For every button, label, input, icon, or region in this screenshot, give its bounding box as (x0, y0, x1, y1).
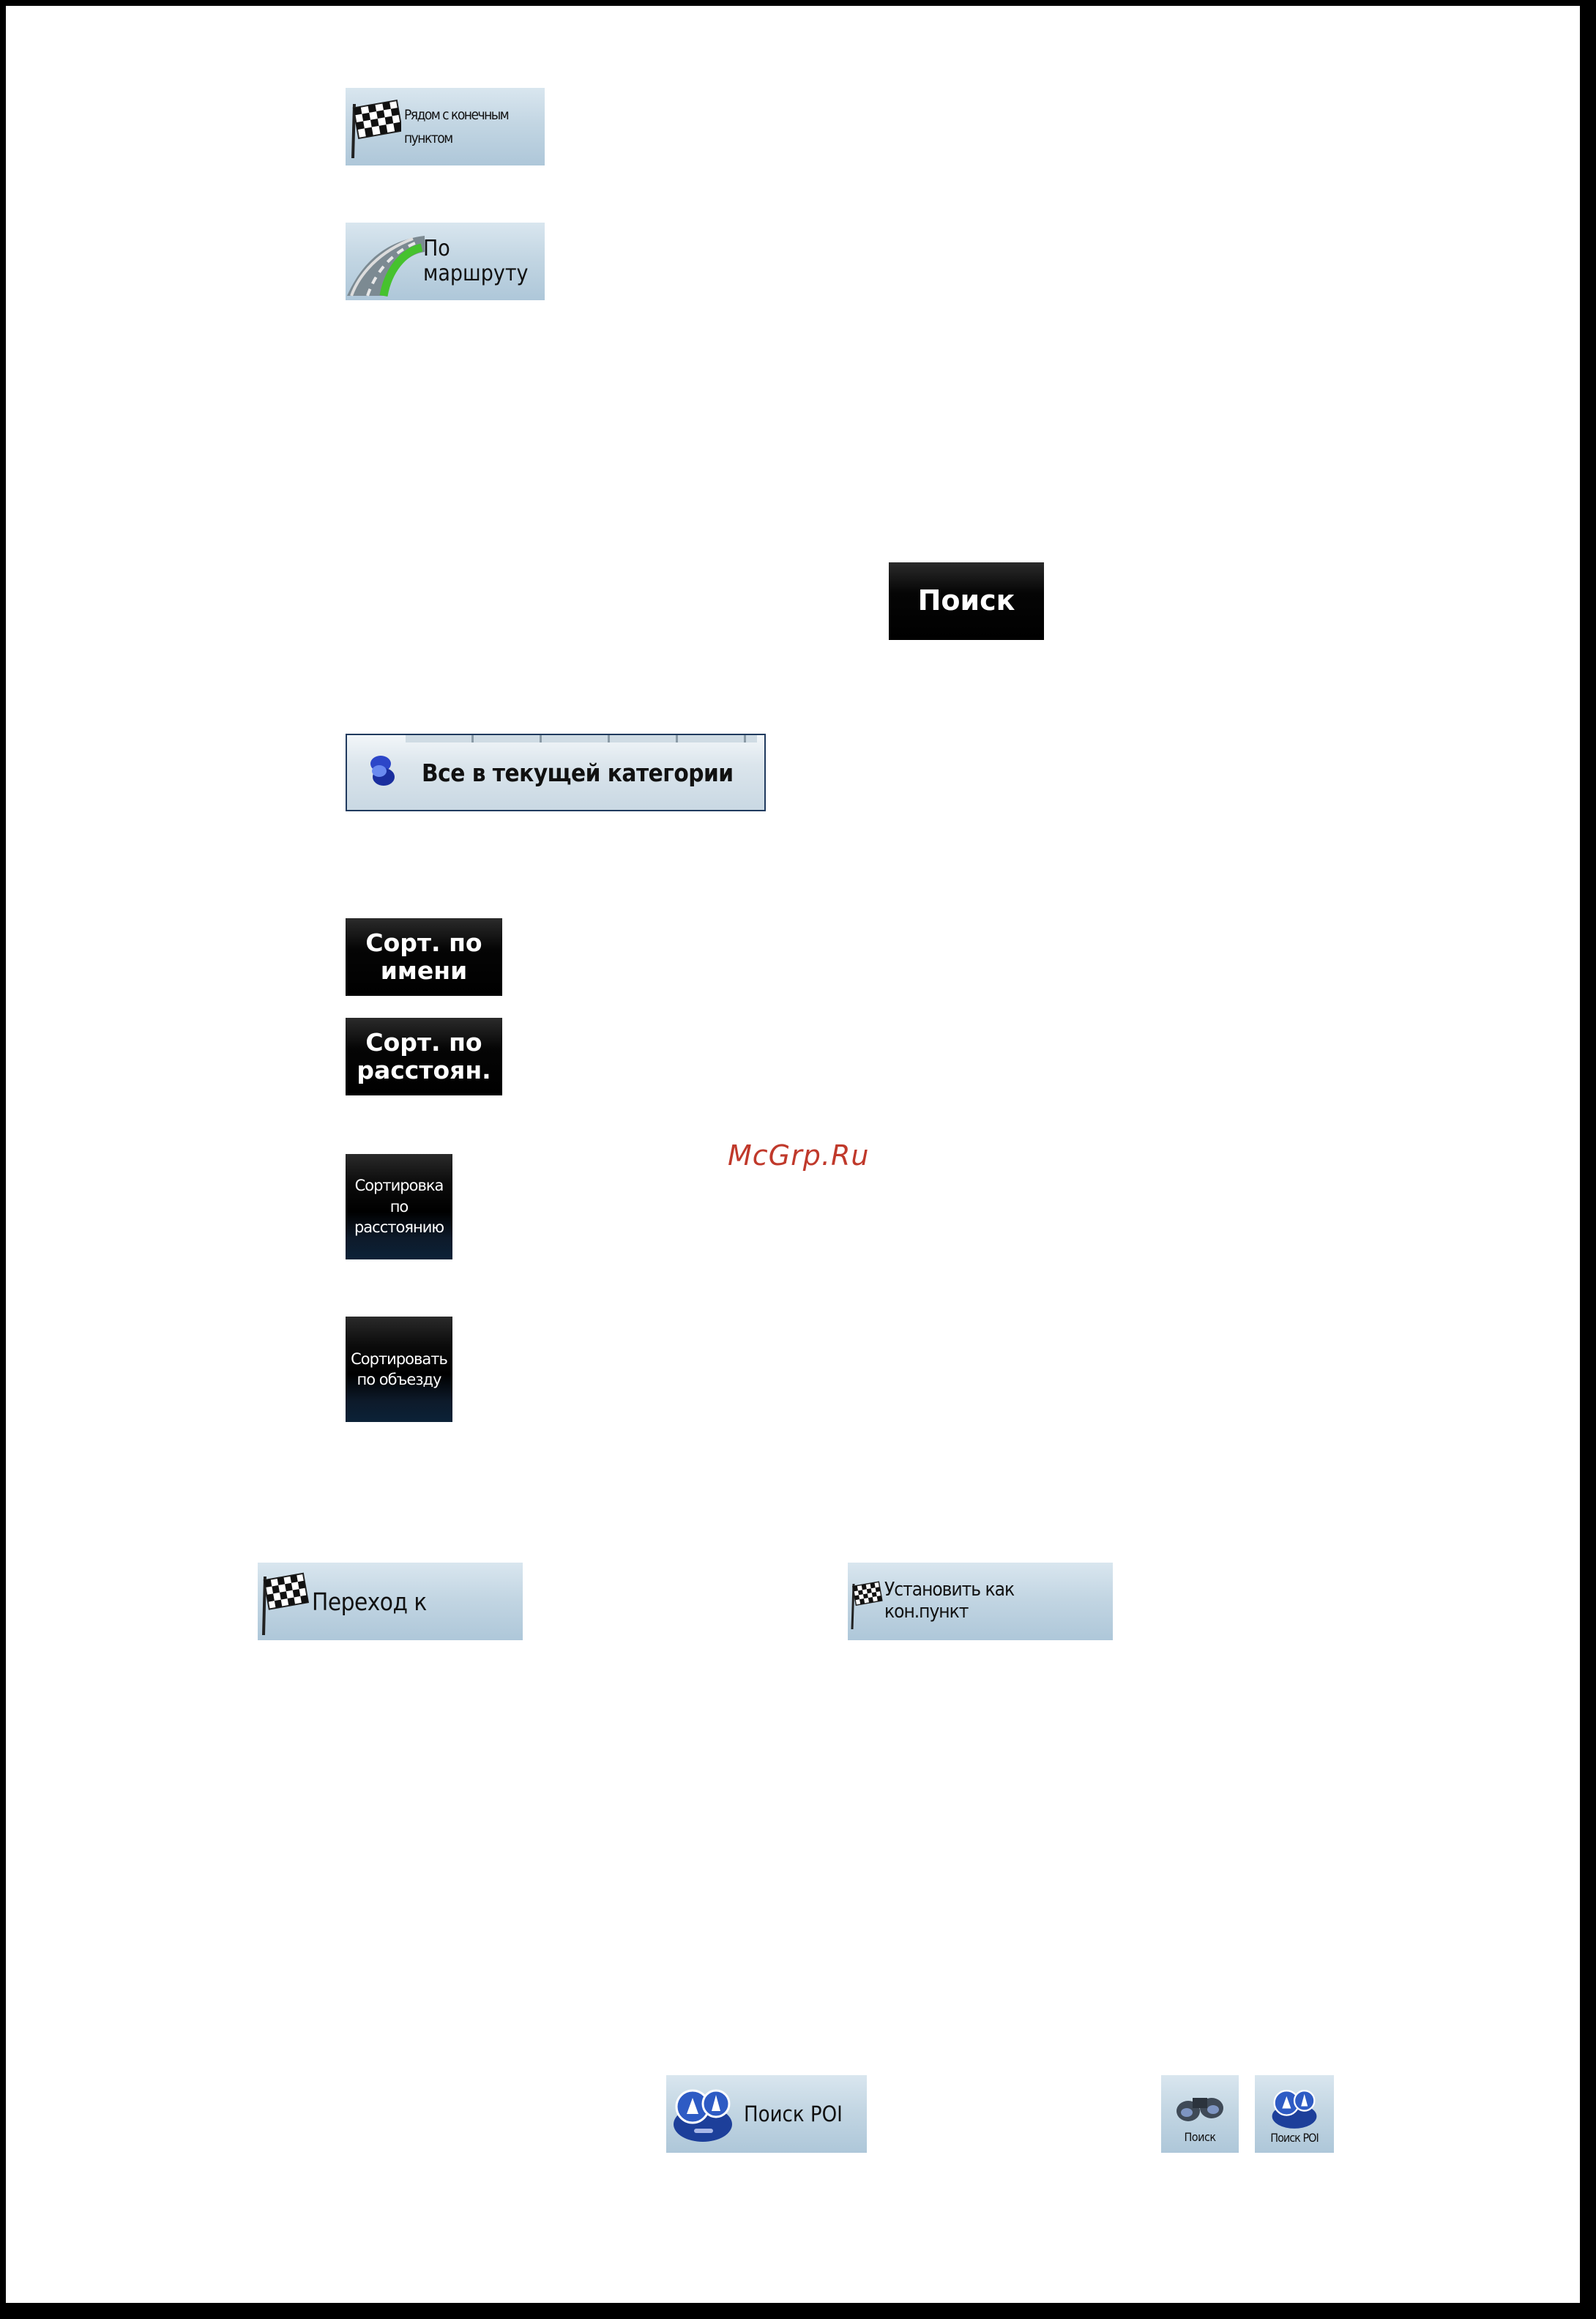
checkered-flag-icon (348, 94, 401, 160)
binoculars-icon (1171, 2085, 1229, 2130)
checkered-flag-icon (258, 1566, 309, 1637)
sort-by-distance-label: Сорт. по расстоян. (357, 1028, 491, 1084)
sort-detour-small-label: Сортировать по объезду (351, 1350, 447, 1388)
near-destination-button[interactable] (346, 88, 545, 165)
poi-search-label: Поиск POI (744, 2102, 843, 2126)
road-icon (346, 223, 426, 300)
small-poi-search-label: Поиск POI (1270, 2130, 1319, 2145)
checkered-flag-icon (848, 1572, 883, 1631)
near-destination-label: Рядом с конечным пунктом (404, 106, 509, 146)
small-search-button[interactable] (1161, 2075, 1239, 2153)
poi-search-icon (1267, 2084, 1322, 2131)
poi-category-icon (353, 743, 411, 802)
go-to-button[interactable] (258, 1563, 523, 1640)
sort-by-name-button[interactable] (346, 918, 502, 996)
tab-strip (406, 735, 757, 742)
poi-search-button[interactable] (666, 2075, 867, 2153)
all-in-category-label: Все в текущей категории (422, 758, 734, 787)
search-button[interactable] (889, 562, 1044, 640)
sort-distance-small-button[interactable] (346, 1154, 452, 1259)
small-search-label: Поиск (1184, 2129, 1216, 2144)
poi-search-icon (666, 2077, 739, 2151)
sort-by-distance-button[interactable] (346, 1018, 502, 1095)
set-as-destination-label: Установить как кон.пункт (884, 1579, 1015, 1623)
sort-detour-small-button[interactable] (346, 1317, 452, 1422)
all-in-category-button[interactable] (346, 734, 766, 811)
along-route-label: По маршруту (423, 235, 529, 286)
sort-by-name-label: Сорт. по имени (365, 928, 482, 985)
sort-distance-small-label: Сортировка по расстоянию (354, 1177, 444, 1237)
along-route-button[interactable] (346, 223, 545, 300)
watermark: McGrp.Ru (728, 1139, 870, 1172)
search-label: Поиск (917, 584, 1015, 617)
small-poi-search-button[interactable] (1255, 2075, 1334, 2153)
set-as-destination-button[interactable] (848, 1563, 1113, 1640)
go-to-label: Переход к (312, 1587, 427, 1616)
